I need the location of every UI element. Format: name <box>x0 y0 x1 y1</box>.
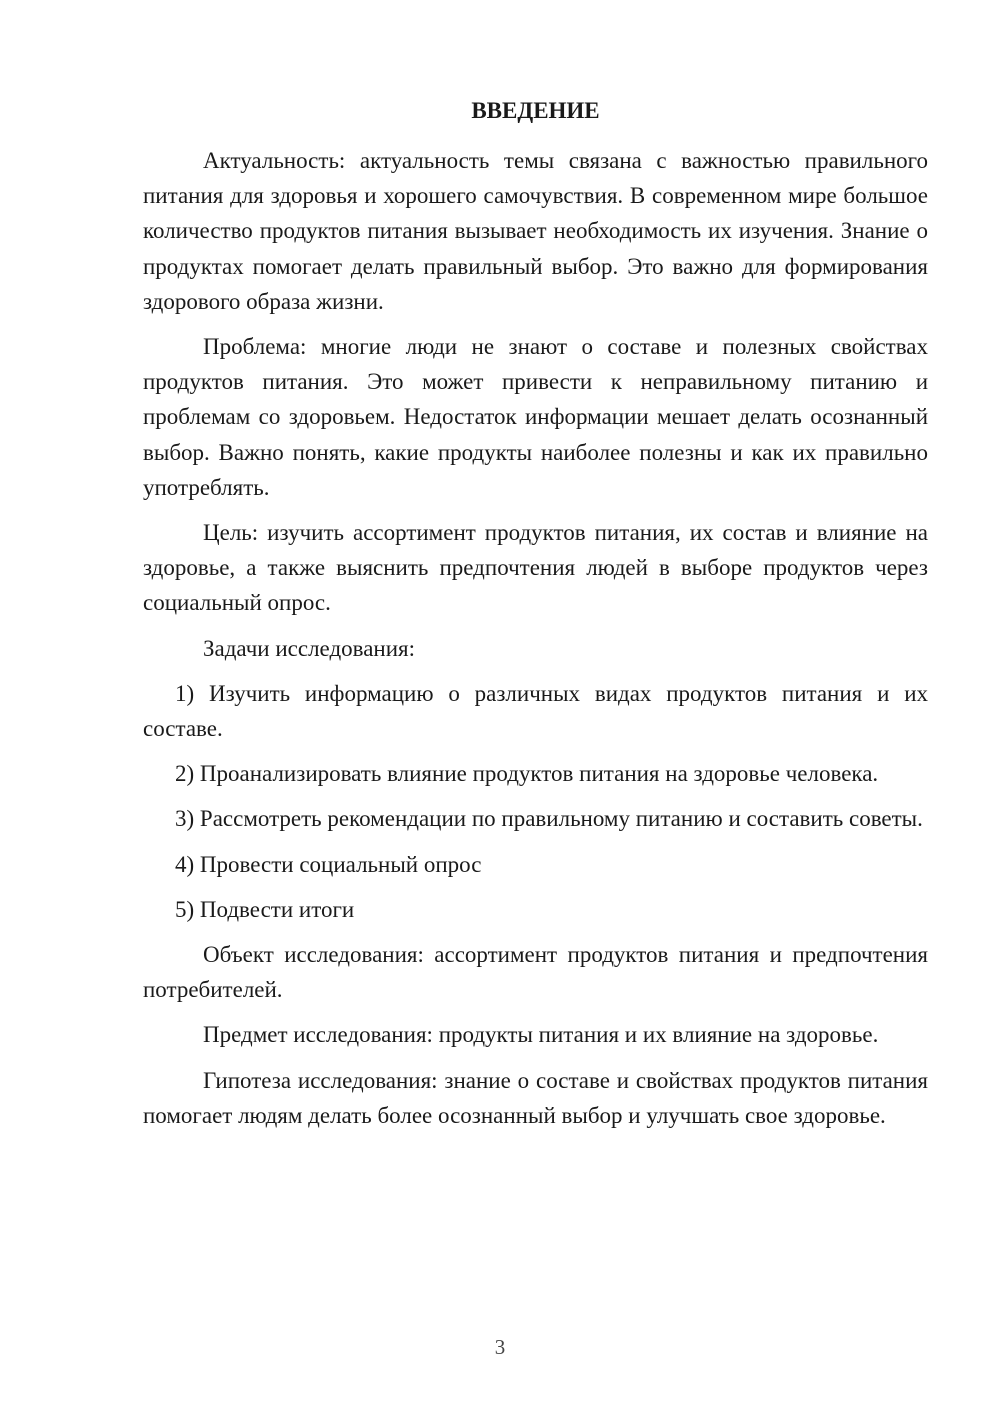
tasks-heading: Задачи исследования: <box>203 635 416 661</box>
task-item: 1) Изучить информацию о различных видах продуктов питания и их составе. <box>143 680 928 742</box>
object-paragraph: Объект исследования: ассортимент продуктов питания и предпочтения потребителей. <box>143 942 928 1003</box>
page-content <box>143 94 928 1143</box>
task-item: 4) Провести социальный опрос <box>175 851 482 877</box>
subject-paragraph: Предмет исследования: продукты питания и их влияние на здоровье. <box>203 1022 879 1048</box>
goal-paragraph: Цель: изучить ассортимент продуктов питания, их состав и влияние на здоровье, а также выяснить предпочтения людей в выборе продуктов через социальный опрос. <box>143 520 928 616</box>
task-item: 2) Проанализировать влияние продуктов питания на здоровье человека. <box>175 761 879 787</box>
relevance-paragraph: Актуальность: актуальность темы связана с важностью правильного питания для здоровья и хорошего самочувствия. В современном мире большое количество продуктов питания вызывает необходимость их изучения. Знание о продуктах помогает делать правильный выбор. Это важно для формирования здорового образа жизни. <box>143 148 928 314</box>
task-item: 3) Рассмотреть рекомендации по правильному питанию и составить советы. <box>175 806 923 832</box>
hypothesis-paragraph: Гипотеза исследования: знание о составе и свойствах продуктов питания помогает людям делать более осознанный выбор и улучшать свое здоровье. <box>143 1067 928 1128</box>
problem-paragraph: Проблема: многие люди не знают о составе и полезных свойствах продуктов питания. Это может привести к неправильному питанию и проблемам со здоровьем. Недостаток информации мешает делать осознанный выбор. Важно понять, какие продукты наиболее полезны и как их правильно употреблять. <box>143 334 928 500</box>
page-title: ВВЕДЕНИЕ <box>471 98 600 123</box>
page-number: 3 <box>494 1335 506 1359</box>
task-item: 5) Подвести итоги <box>175 896 355 922</box>
